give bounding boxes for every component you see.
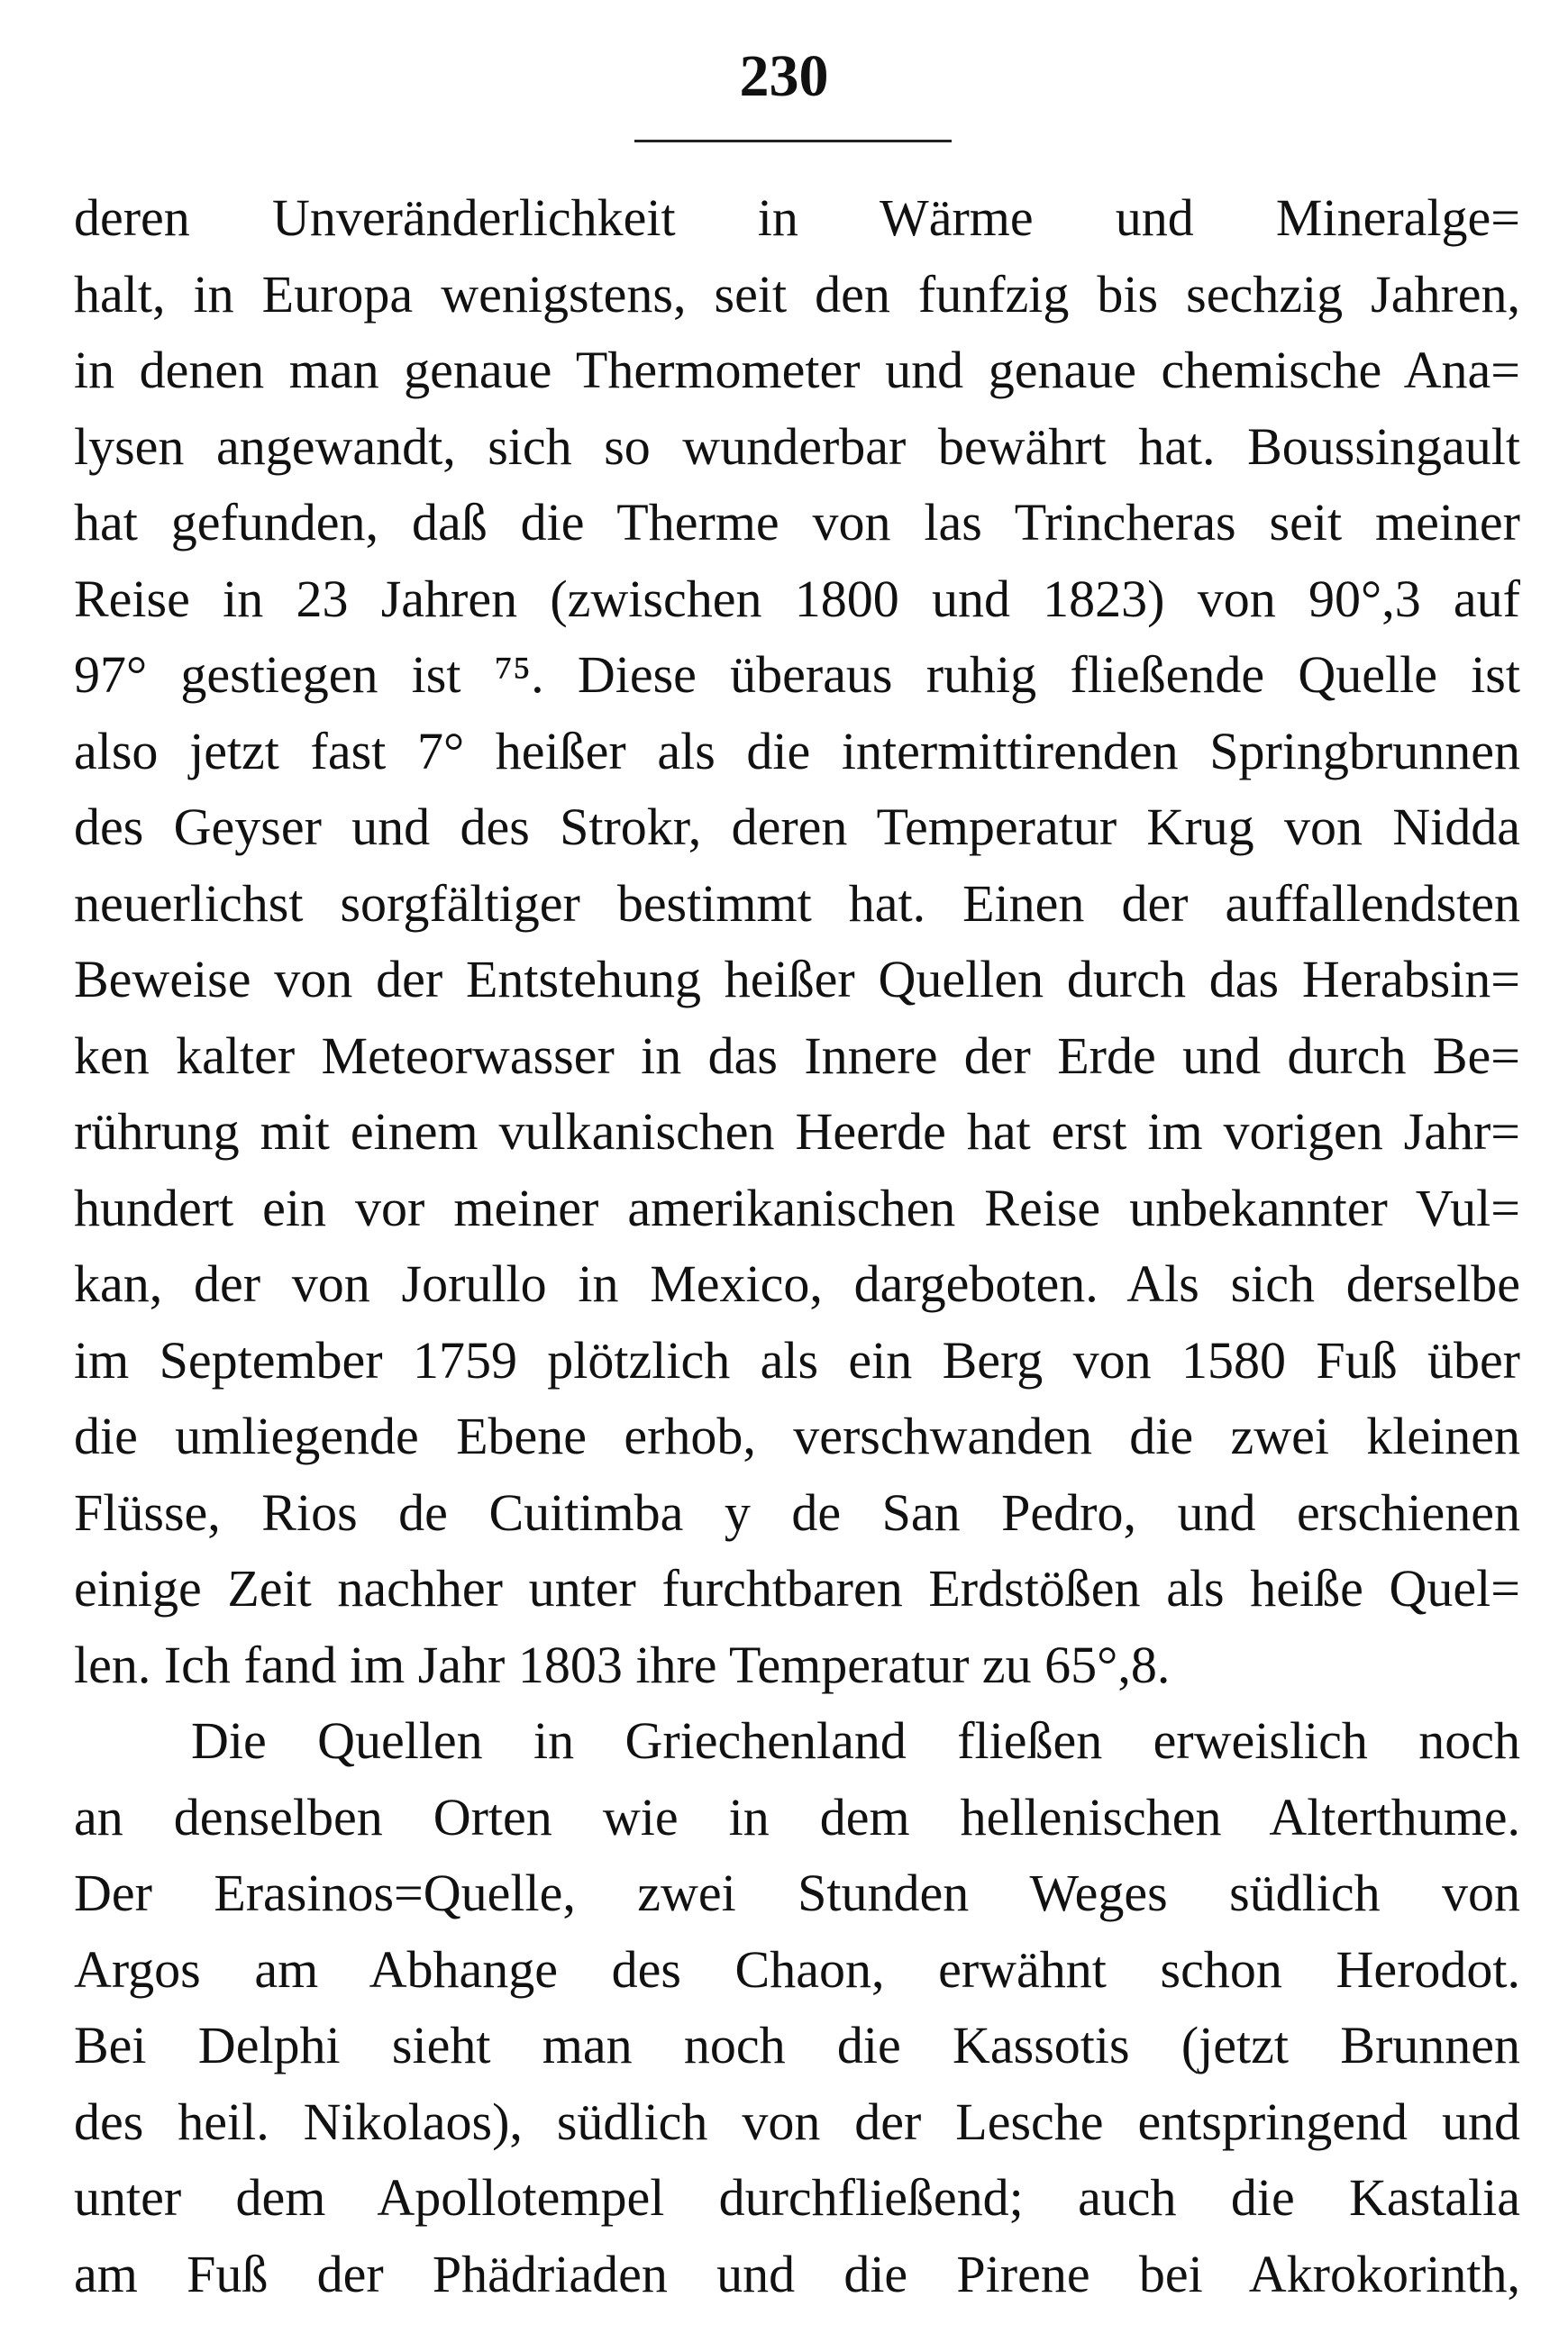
text-line: Argos am Abhange des Chaon, erwähnt schon Herodot. <box>74 1939 1520 1999</box>
header-rule <box>634 140 952 142</box>
page-number: 230 <box>739 43 829 109</box>
text-line: des Geyser und des Strokr, deren Temperatur Krug von Nidda <box>74 798 1520 856</box>
text-line: Bei Delphi sieht man noch die Kassotis (jetzt Brunnen <box>74 2016 1520 2074</box>
text-line: des heil. Nikolaos), südlich von der Lesche entspringend und <box>74 2092 1520 2151</box>
text-line: einige Zeit nachher unter furchtbaren Erdstößen als heiße Quel= <box>74 1559 1520 1618</box>
text-line: die umliegende Ebene erhob, verschwanden die zwei kleinen <box>74 1407 1520 1465</box>
text-line: Flüsse, Rios de Cuitimba y de San Pedro, und erschienen <box>74 1482 1520 1542</box>
text-line: Die Quellen in Griechenland fließen erweislich noch <box>191 1711 1520 1770</box>
text-line: Reise in 23 Jahren (zwischen 1800 und 1823) von 90°,3 auf <box>74 569 1520 628</box>
text-line: 97° gestiegen ist ⁷⁵. Diese überaus ruhig fließende Quelle ist <box>74 645 1520 704</box>
text-line: ken kalter Meteorwasser in das Innere der Erde und durch Be= <box>74 1026 1520 1085</box>
text-line: len. Ich fand im Jahr 1803 ihre Temperatur zu 65°,8. <box>74 1635 1171 1694</box>
text-line: im September 1759 plötzlich als ein Berg von 1580 Fuß über <box>74 1330 1520 1390</box>
text-line: unter dem Apollotempel durchfließend; auch die Kastalia <box>74 2168 1520 2227</box>
text-line: Der Erasinos=Quelle, zwei Stunden Weges südlich von <box>74 1864 1520 1922</box>
text-line: deren Unveränderlichkeit in Wärme und Mineralge= <box>74 188 1520 247</box>
text-line: kan, der von Jorullo in Mexico, dargeboten. Als sich derselbe <box>74 1254 1520 1313</box>
text-line: also jetzt fast 7° heißer als die intermittirenden Springbrunnen <box>74 721 1520 780</box>
text-line: in denen man genaue Thermometer und genaue chemische Ana= <box>74 341 1520 399</box>
text-line: an denselben Orten wie in dem hellenischen Alterthume. <box>74 1787 1520 1846</box>
text-line: hat gefunden, daß die Therme von las Trincheras seit meiner <box>74 493 1520 552</box>
body-text <box>74 180 1520 2312</box>
text-line: rührung mit einem vulkanischen Heerde hat erst im vorigen Jahr= <box>74 1102 1520 1161</box>
text-line: halt, in Europa wenigstens, seit den funfzig bis sechzig Jahren, <box>74 264 1520 324</box>
text-line: lysen angewandt, sich so wunderbar bewährt hat. Boussingault <box>74 416 1520 476</box>
text-line: am Fuß der Phädriaden und die Pirene bei Akrokorinth, <box>74 2244 1520 2303</box>
text-line: hundert ein vor meiner amerikanischen Reise unbekannter Vul= <box>74 1178 1520 1237</box>
text-line: neuerlichst sorgfältiger bestimmt hat. Einen der auffallendsten <box>74 873 1520 933</box>
text-line: Beweise von der Entstehung heißer Quellen durch das Herabsin= <box>74 950 1520 1008</box>
